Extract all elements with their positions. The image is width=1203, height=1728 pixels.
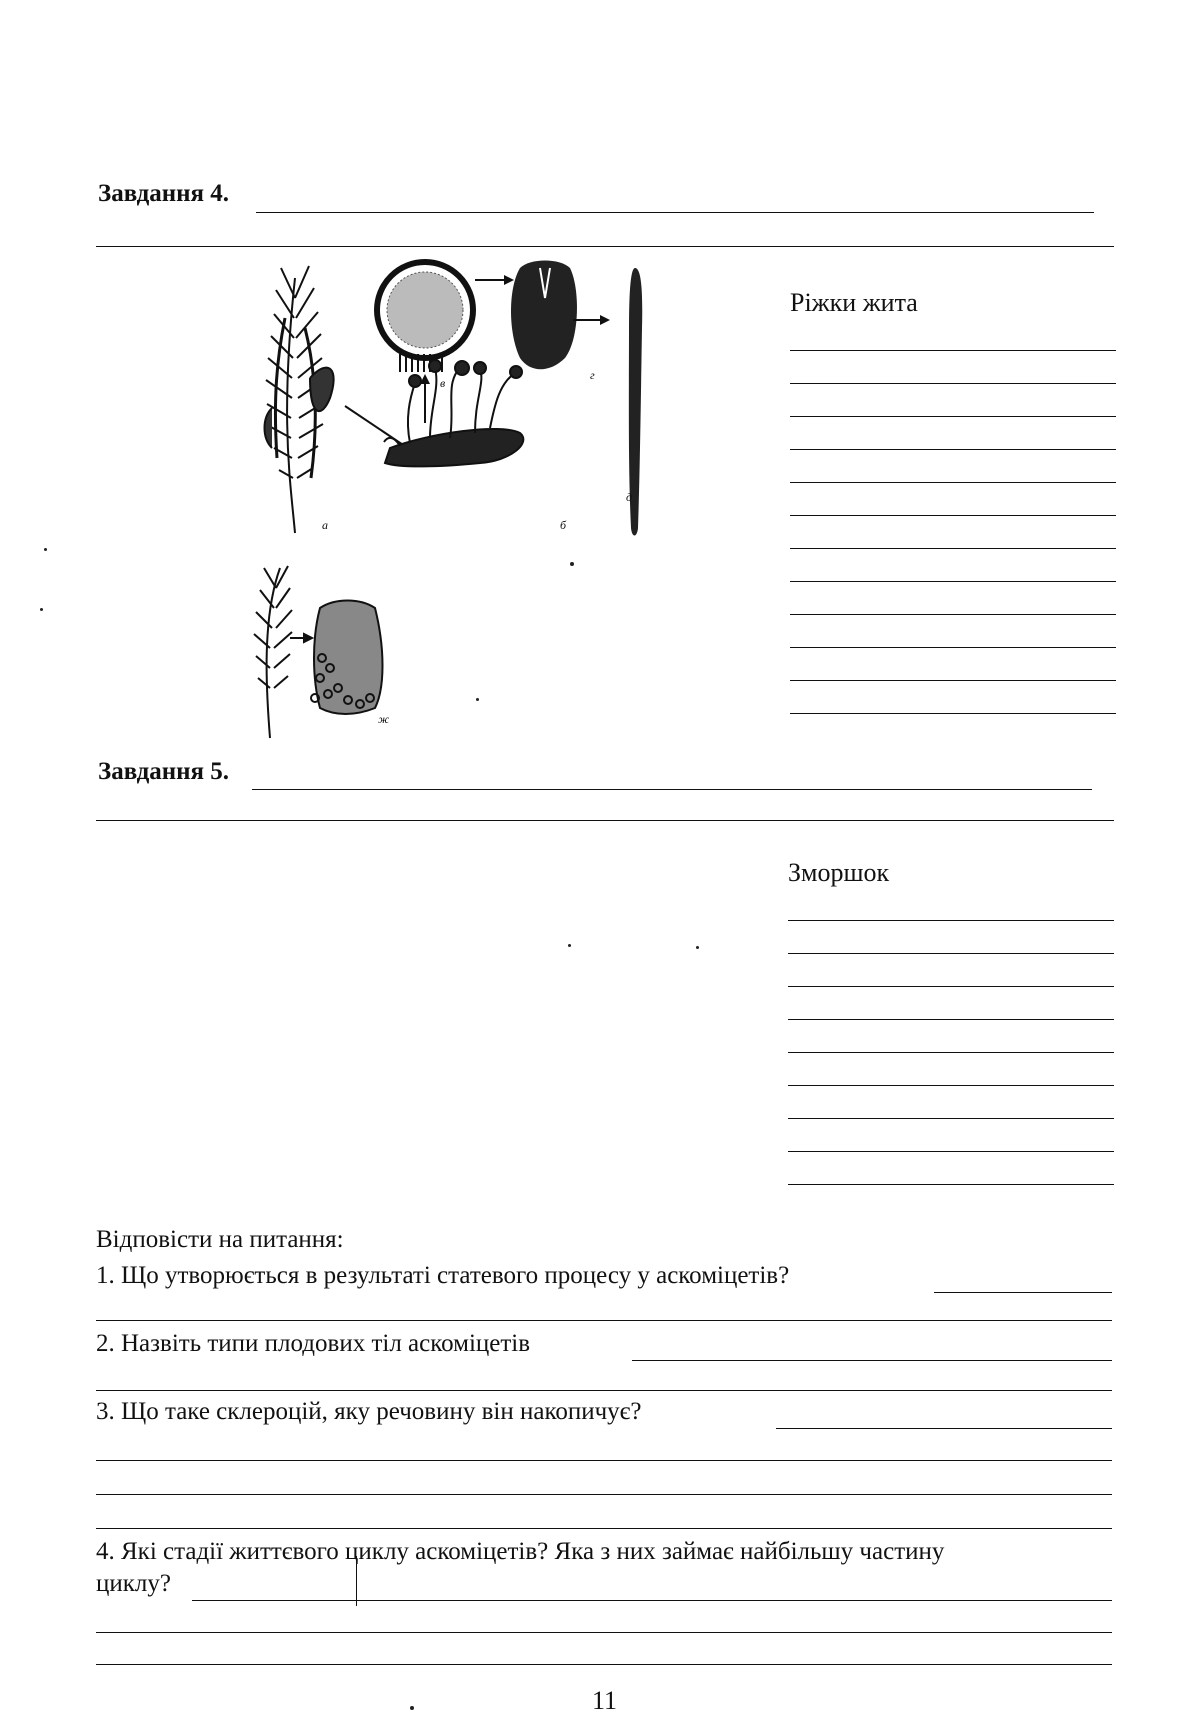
- perithecium-drawing: [511, 261, 577, 370]
- question-3-answer-line-2[interactable]: [96, 1460, 1112, 1461]
- answer-line[interactable]: [788, 1052, 1114, 1053]
- figure-label-morel: Зморшок: [788, 858, 890, 887]
- answer-line[interactable]: [790, 647, 1116, 648]
- task4-answer-line-2[interactable]: [96, 246, 1114, 247]
- text-cursor-mark: [356, 1556, 357, 1606]
- scan-speck: [410, 1706, 414, 1710]
- germinating-sclerotium-drawing: [384, 360, 523, 466]
- question-2-answer-line-2[interactable]: [96, 1390, 1112, 1391]
- question-4-answer-line-3[interactable]: [96, 1664, 1112, 1665]
- answer-line[interactable]: [790, 548, 1116, 549]
- scan-speck: [696, 946, 699, 949]
- figure-letter-a: а: [322, 518, 328, 532]
- figure-letter-b: б: [560, 518, 567, 532]
- question-1: 1. Що утворюється в результаті статевого процесу у аскоміцетів?: [96, 1262, 790, 1289]
- question-2-answer-line[interactable]: [632, 1360, 1112, 1361]
- question-4-answer-line[interactable]: [192, 1600, 1112, 1601]
- question-3-answer-line-3[interactable]: [96, 1494, 1112, 1495]
- rye-ear-drawing: [265, 266, 334, 533]
- answer-line[interactable]: [788, 986, 1114, 987]
- task4-answer-line[interactable]: [256, 212, 1094, 213]
- answer-line[interactable]: [790, 383, 1116, 384]
- answer-line[interactable]: [790, 581, 1116, 582]
- questions-intro: Відповісти на питання:: [96, 1226, 344, 1253]
- question-4-answer-line-2[interactable]: [96, 1632, 1112, 1633]
- answer-line[interactable]: [790, 515, 1116, 516]
- scan-speck: [570, 562, 574, 566]
- question-3-answer-line-4[interactable]: [96, 1528, 1112, 1529]
- page-number: 11: [592, 1686, 618, 1715]
- stroma-section-drawing: [377, 262, 473, 372]
- answer-line[interactable]: [788, 1019, 1114, 1020]
- scan-speck: [568, 944, 571, 947]
- question-3: 3. Що таке склероцій, яку речовину він накопичує?: [96, 1398, 642, 1425]
- answer-line[interactable]: [788, 1151, 1114, 1152]
- answer-line[interactable]: [790, 416, 1116, 417]
- scan-speck: [44, 548, 47, 551]
- task5-title: Завдання 5.: [98, 758, 230, 785]
- question-1-answer-line-2[interactable]: [96, 1320, 1112, 1321]
- answer-line[interactable]: [788, 1085, 1114, 1086]
- scan-speck: [476, 698, 479, 701]
- answer-line[interactable]: [790, 713, 1116, 714]
- figure-label-rye-ergot: Ріжки жита: [790, 288, 918, 317]
- answer-line[interactable]: [790, 482, 1116, 483]
- answer-line[interactable]: [790, 614, 1116, 615]
- answer-line[interactable]: [788, 1118, 1114, 1119]
- task5-answer-line-2[interactable]: [96, 820, 1114, 821]
- question-4-line-2: циклу?: [96, 1570, 171, 1597]
- task4-title: Завдання 4.: [98, 180, 230, 207]
- answer-line[interactable]: [788, 1184, 1114, 1185]
- answer-line[interactable]: [790, 350, 1116, 351]
- question-3-answer-line[interactable]: [776, 1428, 1112, 1429]
- answer-line[interactable]: [788, 953, 1114, 954]
- ergot-lifecycle-figure: [250, 258, 710, 758]
- answer-line[interactable]: [788, 920, 1114, 921]
- answer-line[interactable]: [790, 680, 1116, 681]
- question-4-line-1: 4. Які стадії життєвого циклу аскоміцетів? Яка з них займає найбільшу частину: [96, 1538, 945, 1565]
- figure-letter-v: в: [440, 376, 446, 390]
- answer-line[interactable]: [790, 449, 1116, 450]
- figure-letter-g: г: [590, 368, 595, 382]
- task5-answer-line[interactable]: [252, 789, 1092, 790]
- question-2: 2. Назвіть типи плодових тіл аскоміцетів: [96, 1330, 531, 1357]
- question-1-answer-line[interactable]: [934, 1292, 1112, 1293]
- figure-letter-d: д: [626, 490, 633, 504]
- figure-letter-zh: ж: [378, 712, 390, 726]
- rye-ear-conidia-drawing: [254, 566, 383, 738]
- scan-speck: [40, 608, 43, 611]
